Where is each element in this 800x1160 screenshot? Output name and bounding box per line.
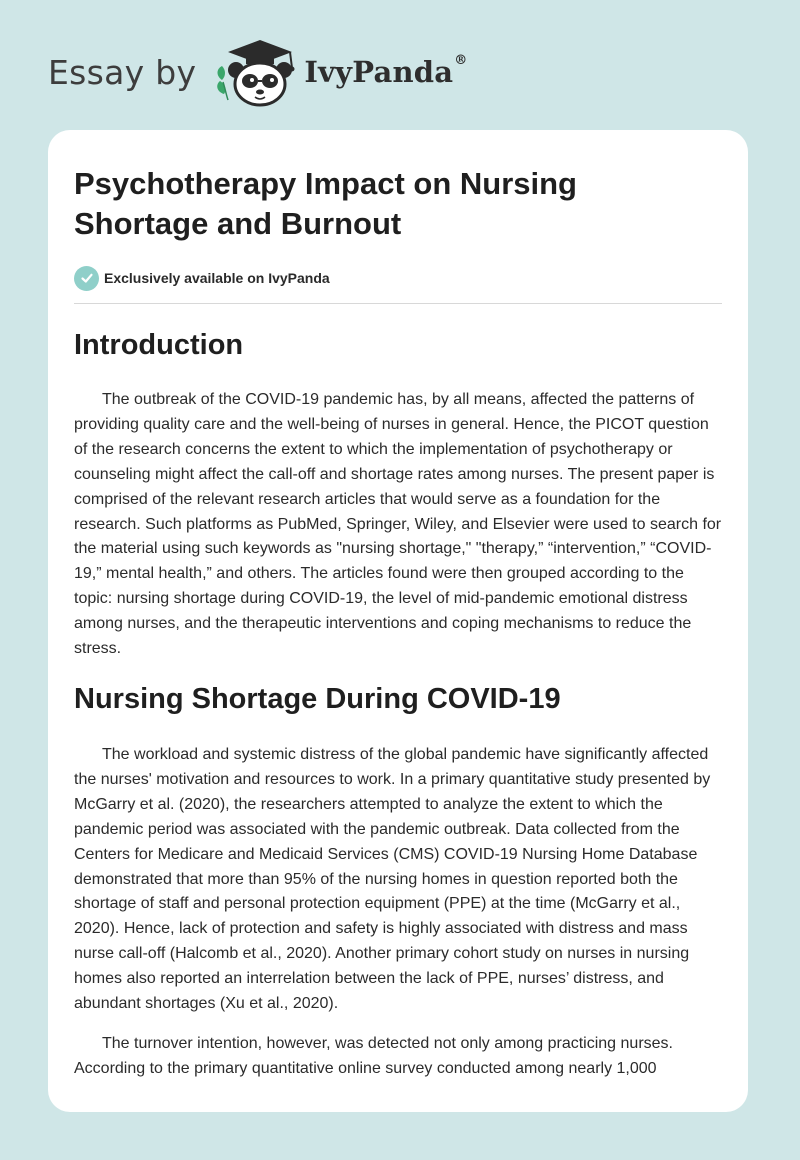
divider (74, 303, 722, 304)
page-title: Psychotherapy Impact on Nursing Shortage and Burnout (74, 166, 577, 241)
check-circle-icon (74, 266, 99, 291)
site-header (48, 36, 748, 108)
exclusive-label: Exclusively available on IvyPanda (104, 270, 330, 286)
section-heading-nursing-shortage: Nursing Shortage During COVID-19 (74, 682, 561, 715)
paragraph: The turnover intention, however, was detected not only among practicing nurses. According to the primary quantitative online survey conducted among nearly 1,000 (74, 1034, 673, 1077)
section-heading-introduction: Introduction (74, 329, 244, 361)
brand-name[interactable]: IvyPanda® (304, 53, 468, 89)
registered-mark: ® (454, 53, 468, 68)
paragraph: The workload and systemic distress of the global pandemic have significantly affected the nurses' motivation and resources to work. In a primary quantitative study presented by McGarry et al. (2020), the researchers attempted to analyze the extent to which the pandemic period was associated with the pandemic outbreak. Data collected from the Centers for Medicare and Medicaid Services (CMS) COVID-19 Nursing Home Database demonstrated that more than 95% of the nursing homes in question reported both the shortage of staff and personal protection equipment (PPE) at the time (McGarry et al., 2020). Hence, lack of protection and safety is highly associated with distress and mass nurse call-off (Halcomb et al., 2020). Another primary cohort study on nurses in nursing homes also reported an interrelation between the lack of PPE, nurses’ distress, and abundant shortages (Xu et al., 2020). (74, 745, 711, 1013)
exclusive-badge (74, 264, 722, 292)
essay-by-label: Essay by (48, 52, 197, 92)
paragraph: The outbreak of the COVID-19 pandemic has, by all means, affected the patterns of providing quality care and the well-being of nurses in general. Hence, the PICOT question of the research concerns the extent to which the implementation of psychotherapy or counseling might affect the call-off and shortage rates among nurses. The present paper is comprised of the relevant research articles that would serve as a foundation for the research. Such platforms as PubMed, Springer, Wiley, and Elsevier were used to search for the material using such keywords as "nursing shortage," "therapy,” “intervention,” “COVID-19,” mental health,” and others. The articles found were then grouped according to the topic: nursing shortage during COVID-19, the level of mid-pandemic emotional distress among nurses, and the therapeutic interventions and coping mechanisms to reduce the stress. (74, 391, 722, 658)
article-card (48, 130, 748, 1112)
panda-graduate-icon[interactable] (212, 36, 298, 108)
